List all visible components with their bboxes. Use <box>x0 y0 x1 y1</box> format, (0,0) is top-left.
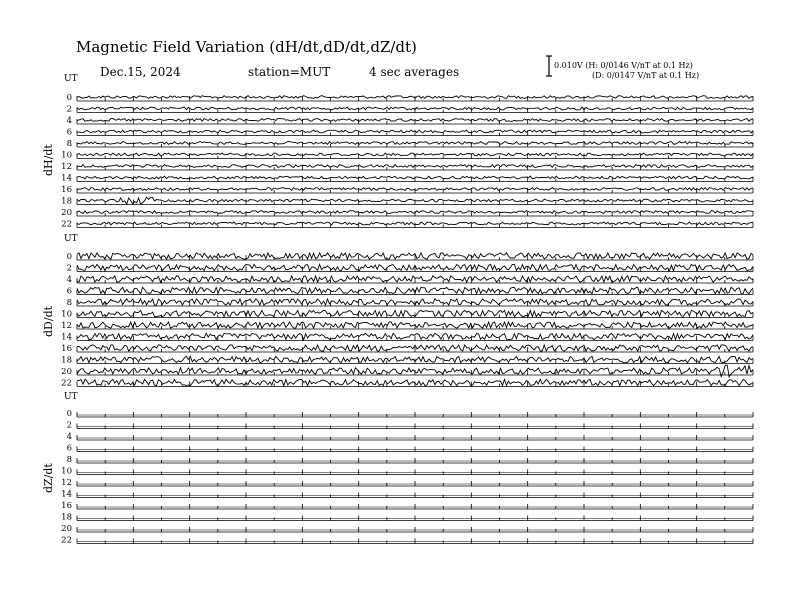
hour-label: 4 <box>66 275 72 285</box>
hour-label: 2 <box>66 104 72 115</box>
hour-label: 16 <box>61 185 72 195</box>
hour-label: 22 <box>61 378 72 389</box>
hour-label: 8 <box>66 455 72 465</box>
hour-label: 16 <box>61 344 72 354</box>
panel-d-ylabel: dD/dt <box>42 305 55 337</box>
panel-z-ylabel: dZ/dt <box>42 463 55 493</box>
hour-label: 6 <box>66 286 72 297</box>
hour-label: 12 <box>61 478 72 488</box>
panel-d-ut-label: UT <box>64 234 78 244</box>
hour-label: 12 <box>61 321 72 331</box>
hour-label: 10 <box>61 150 72 161</box>
hour-label: 2 <box>66 263 72 274</box>
hour-label: 18 <box>61 512 72 523</box>
scale-label-d: (D: 0/0147 V/nT at 0.1 Hz) <box>592 71 700 80</box>
hour-label: 12 <box>61 162 72 172</box>
panel-z-ut-label: UT <box>64 392 78 402</box>
hour-label: 22 <box>61 219 72 230</box>
scale-label: 0.010V (H: 0/0146 V/nT at 0.1 Hz) <box>554 61 693 70</box>
hour-label: 18 <box>61 196 72 207</box>
station-label: station=MUT <box>248 65 331 79</box>
hour-label: 14 <box>61 332 72 343</box>
hour-label: 14 <box>61 489 72 500</box>
hour-label: 18 <box>61 355 72 366</box>
hour-label: 14 <box>61 173 72 184</box>
hour-label: 22 <box>61 535 72 546</box>
hour-label: 20 <box>61 367 72 377</box>
hour-label: 6 <box>66 127 72 138</box>
hour-label: 6 <box>66 443 72 454</box>
chart-title: Magnetic Field Variation (dH/dt,dD/dt,dZ/dt) <box>76 38 417 56</box>
hour-label: 2 <box>66 420 72 431</box>
date-label: Dec.15, 2024 <box>100 65 181 79</box>
hour-label: 0 <box>66 93 72 103</box>
hour-label: 10 <box>61 466 72 477</box>
panel-h-ut-label: UT <box>64 74 78 84</box>
hour-label: 10 <box>61 309 72 320</box>
panel-h-ylabel: dH/dt <box>42 144 55 176</box>
hour-label: 8 <box>66 298 72 308</box>
hour-label: 0 <box>66 252 72 262</box>
averaging-label: 4 sec averages <box>369 65 460 79</box>
hour-label: 8 <box>66 139 72 149</box>
hour-label: 20 <box>61 208 72 218</box>
hour-label: 4 <box>66 432 72 442</box>
hour-label: 16 <box>61 501 72 511</box>
hour-label: 0 <box>66 409 72 419</box>
hour-label: 4 <box>66 116 72 126</box>
hour-label: 20 <box>61 524 72 534</box>
